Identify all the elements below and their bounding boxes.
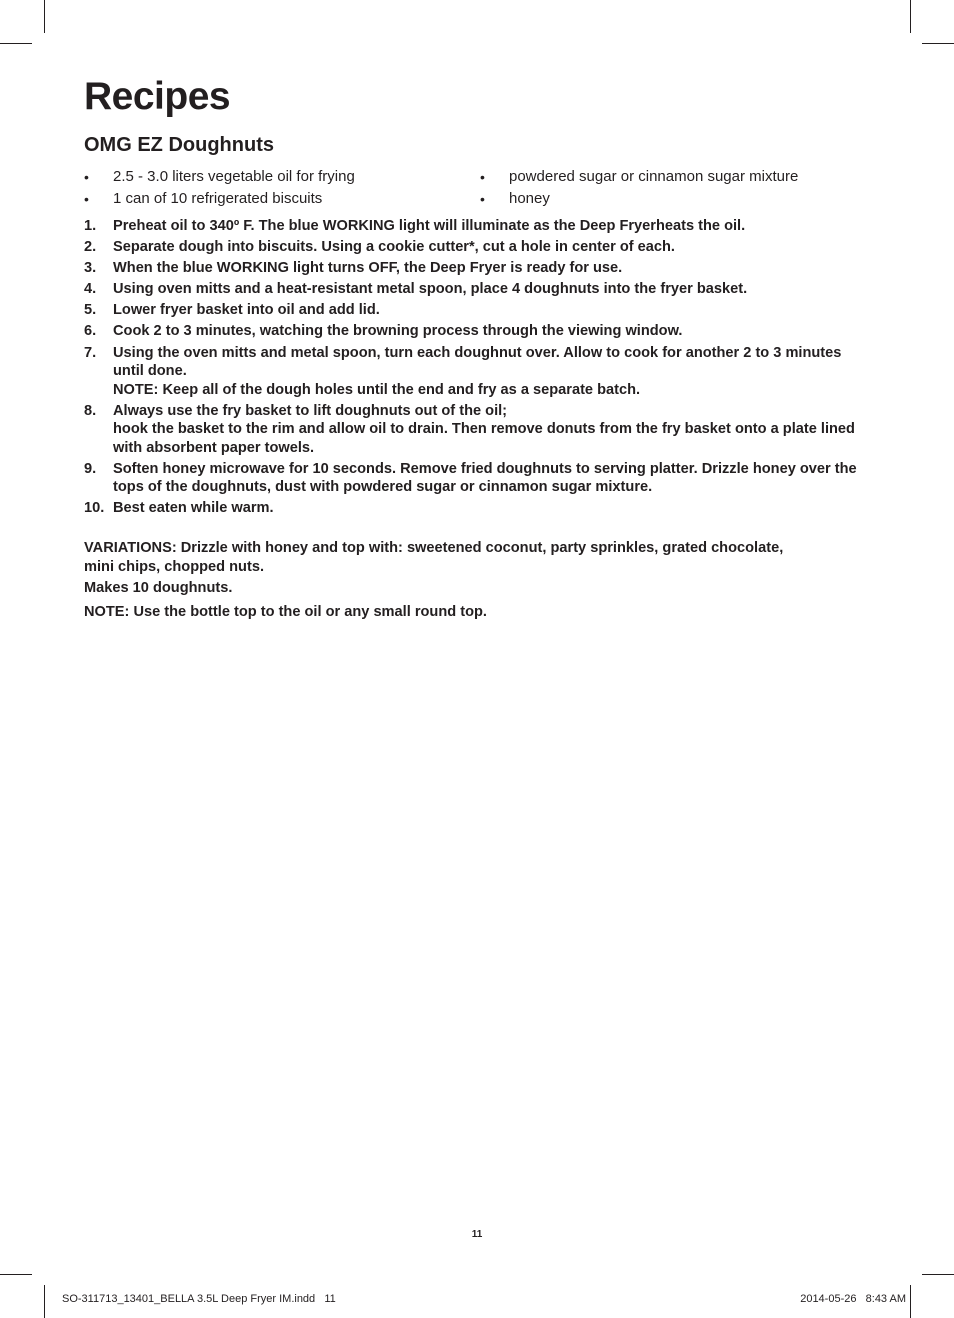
ingredient-text: 1 can of 10 refrigerated biscuits [113, 190, 323, 207]
ingredient-text: 2.5 - 3.0 liters vegetable oil for frying [113, 168, 355, 185]
step-number: 10. [84, 500, 105, 517]
crop-mark-bottom-right-v [910, 1285, 911, 1318]
ingredients-list [84, 166, 884, 212]
crop-mark-top-left-v [44, 0, 45, 33]
step-number: 3. [84, 260, 97, 277]
step-number: 9. [84, 460, 97, 477]
crop-mark-top-left-h [0, 43, 32, 44]
step-text: Always use the fry basket to lift doughnuts out of the oil; [113, 402, 508, 419]
step-text: Cook 2 to 3 minutes, watching the browning process through the viewing window. [113, 323, 683, 340]
step-number: 8. [84, 402, 97, 419]
ingredient-text: powdered sugar or cinnamon sugar mixture [509, 168, 799, 185]
ingredients-column-left [84, 166, 355, 210]
crop-mark-top-right-v [910, 0, 911, 33]
recipe-title: OMG EZ Doughnuts [84, 134, 274, 156]
crop-mark-bottom-left-h [0, 1274, 32, 1275]
print-timestamp: 2014-05-26 8:43 AM [800, 1293, 906, 1305]
step-text: When the blue WORKING light turns OFF, the Deep Fryer is ready for use. [113, 260, 623, 277]
variations-text: VARIATIONS: Drizzle with honey and top with: sweetened coconut, party sprinkles, grated chocolate, mini chips, chopped nuts. [84, 540, 784, 575]
bullet-icon: • [84, 169, 89, 185]
step-item [84, 238, 864, 257]
step-item [84, 499, 864, 518]
ingredient-text: honey [509, 190, 550, 207]
step-text: Best eaten while warm. [113, 500, 274, 517]
recipe-note: NOTE: Use the bottle top to the oil or any small round top. [84, 604, 487, 620]
step-item [84, 322, 864, 341]
step-item [84, 280, 864, 299]
ingredient-item [480, 188, 798, 210]
page-number: 11 [471, 1229, 483, 1240]
bullet-icon: • [480, 169, 485, 185]
step-text: Lower fryer basket into oil and add lid. [113, 302, 380, 319]
file-slug: SO-311713_13401_BELLA 3.5L Deep Fryer IM.indd 11 [62, 1293, 336, 1305]
crop-mark-bottom-right-h [922, 1274, 954, 1275]
step-number: 2. [84, 239, 97, 256]
step-text: hook the basket to the rim and allow oil to drain. Then remove donuts from the fry basket onto a plate lined with absorbent paper towels. [113, 421, 855, 456]
step-text: Separate dough into biscuits. Using a cookie cutter*, cut a hole in center of each. [113, 239, 675, 256]
step-number: 5. [84, 302, 97, 319]
step-number: 1. [84, 218, 97, 234]
step-note: NOTE: Keep all of the dough holes until the end and fry as a separate batch. [113, 381, 641, 398]
step-text: Soften honey microwave for 10 seconds. Remove fried doughnuts to serving platter. Drizzle honey over the tops of the doughnuts, dust with powdered sugar or cinnamon sugar mixture. [113, 460, 857, 496]
step-number: 4. [84, 281, 97, 298]
step-text: Using oven mitts and a heat-resistant metal spoon, place 4 doughnuts into the fryer basket. [113, 281, 748, 298]
crop-mark-top-right-h [922, 43, 954, 44]
step-item [84, 259, 864, 278]
step-item [84, 402, 864, 458]
ingredient-item [84, 188, 355, 210]
bullet-icon: • [480, 191, 485, 207]
step-text: Preheat oil to 340º F. The blue WORKING light will illuminate as the Deep Fryerheats the oil. [113, 218, 746, 234]
step-number: 7. [84, 344, 97, 361]
step-number: 6. [84, 323, 97, 340]
bullet-icon: • [84, 191, 89, 207]
ingredient-item [84, 166, 355, 188]
yield-text: Makes 10 doughnuts. [84, 580, 233, 596]
step-text: Using the oven mitts and metal spoon, turn each doughnut over. Allow to cook for another 2 to 3 minutes until done. [113, 344, 842, 380]
steps-list [84, 217, 864, 520]
page-title: Recipes [84, 75, 231, 118]
step-item [84, 344, 864, 400]
ingredient-item [480, 166, 798, 188]
ingredients-column-right [480, 166, 798, 210]
step-item [84, 301, 864, 320]
step-item [84, 460, 864, 497]
crop-mark-bottom-left-v [44, 1285, 45, 1318]
step-item [84, 217, 864, 236]
